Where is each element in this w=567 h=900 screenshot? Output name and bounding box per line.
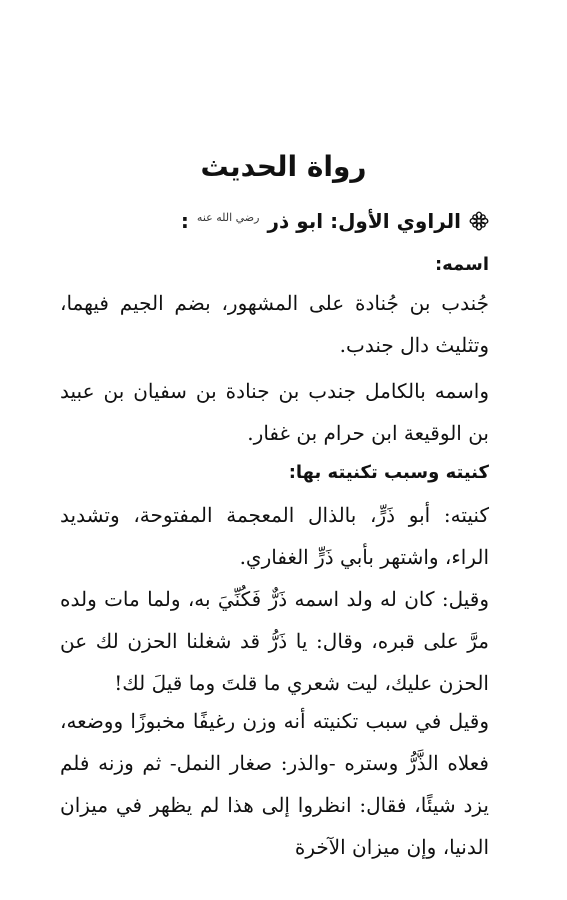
kunya-paragraph-1: كنيته: أبو ذَرٍّ، بالذال المعجمة المفتوحة، وتشديد الراء، واشتهر بأبي ذَرٍّ الغفاري. bbox=[60, 503, 489, 569]
flower-ornament-icon bbox=[469, 211, 489, 231]
page-title: رواة الحديث bbox=[200, 150, 367, 183]
kunya-paragraph-2: وقيل: كان له ولد اسمه ذَرٌّ فَكُنِّيَ به، ولما مات ولده مرَّ على قبره، وقال: يا ذَرُّ قد شغلنا الحزن لك عن الحزن عليك، ليت شعري ما قلتَ وما قيلَ لك! bbox=[60, 587, 489, 695]
narrator-heading bbox=[60, 209, 489, 233]
name-paragraph-1: جُندب بن جُنادة على المشهور، بضم الجيم فيهما، وتثليث دال جندب. bbox=[60, 291, 489, 357]
name-paragraph-2: واسمه بالكامل جندب بن جنادة بن سفيان بن عبيد بن الوقيعة ابن حرام بن غفار. bbox=[60, 379, 489, 445]
narrator-colon: : bbox=[180, 209, 189, 233]
kunya-paragraph-3: وقيل في سبب تكنيته أنه وزن رغيفًا مخبوزًا ووضعه، فعلاه الذَّرُّ وستره -والذر: صغار النمل- ثم وزنه فلم يزد شيئًا، فقال: انظروا إلى هذا لم يظهر في ميزان الدنيا، وإن ميزان الآخرة bbox=[60, 709, 489, 859]
section-heading-name: اسمه: bbox=[434, 254, 489, 275]
honorific-phrase: رضي الله عنه bbox=[196, 210, 260, 224]
narrator-label: الراوي الأول: ابو ذر bbox=[267, 209, 461, 233]
section-heading-kunya: كنيته وسبب تكنيته بها: bbox=[288, 462, 489, 483]
